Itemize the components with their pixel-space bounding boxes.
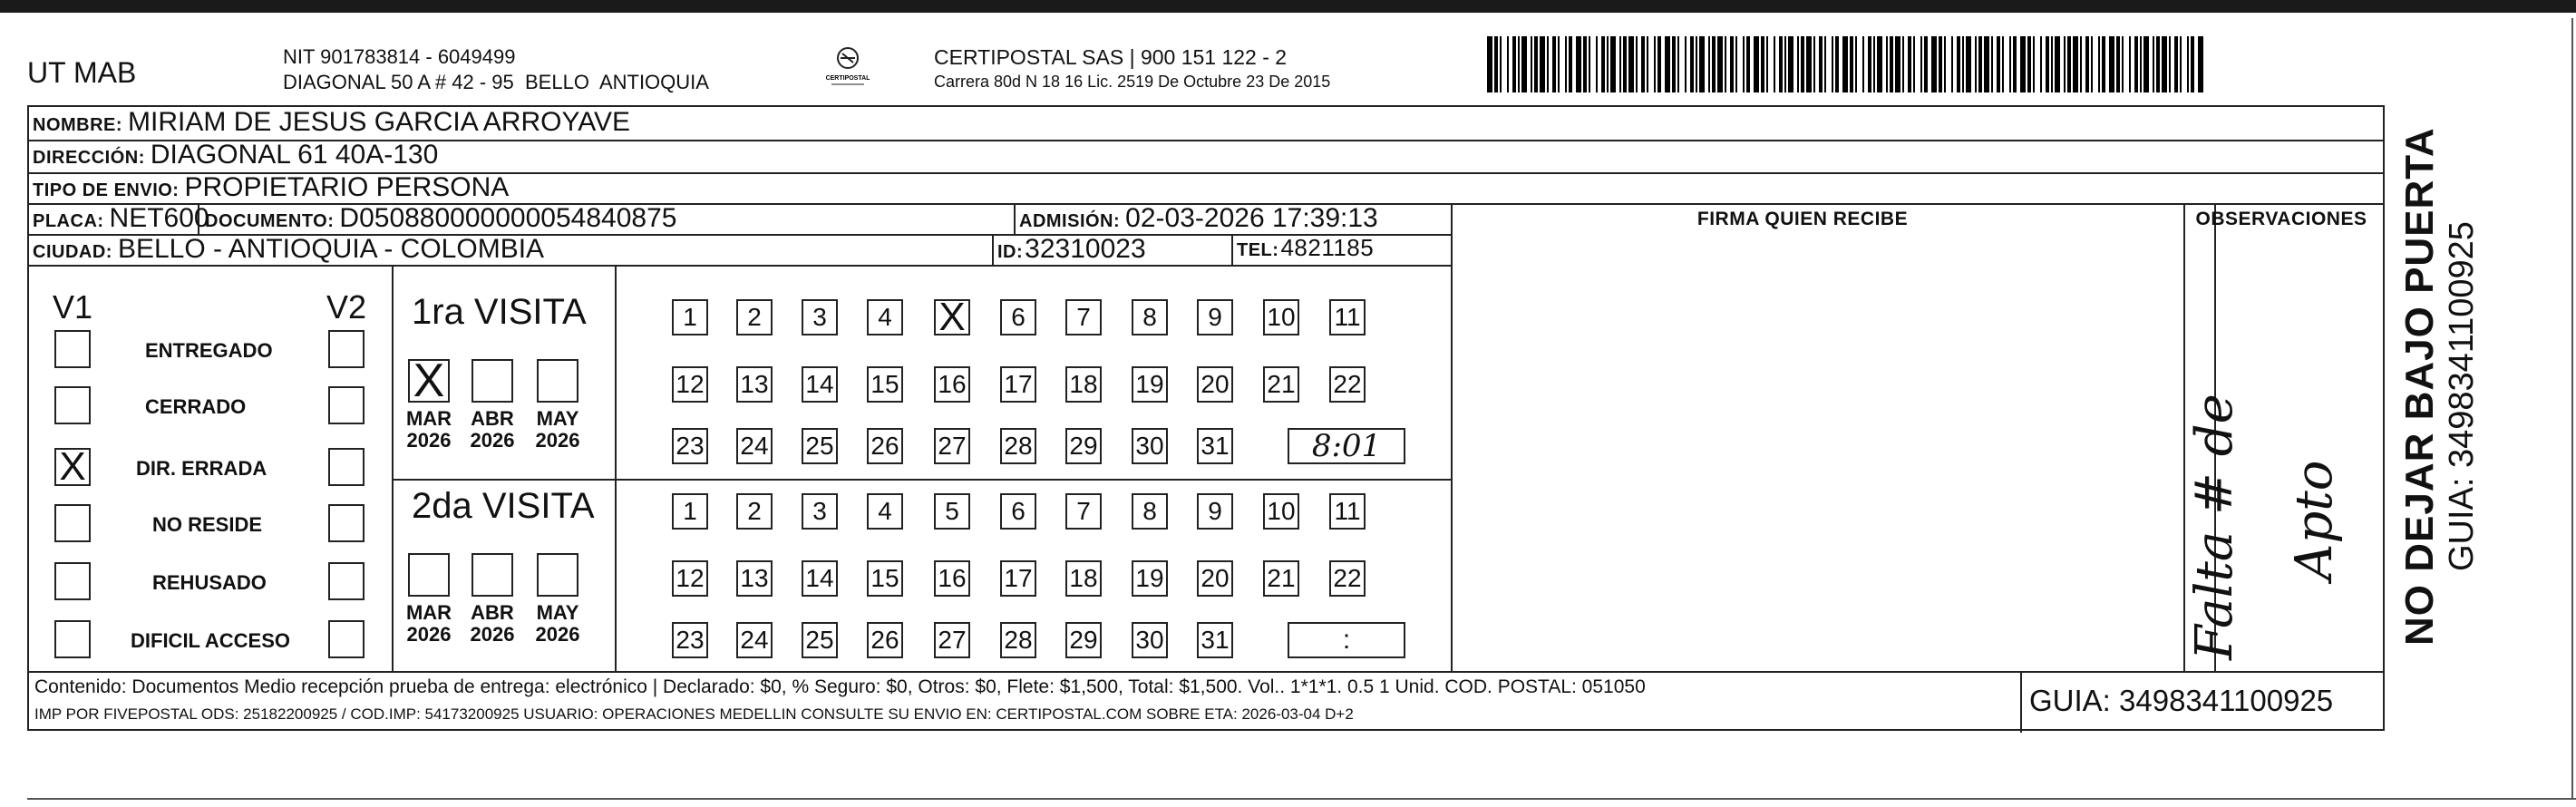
status-label: DIFICIL ACCESO bbox=[131, 629, 291, 652]
day-number: 22 bbox=[1333, 370, 1362, 398]
day-box[interactable] bbox=[1197, 428, 1233, 464]
day-box[interactable] bbox=[1329, 493, 1366, 530]
status-v2-checkbox[interactable] bbox=[328, 448, 365, 486]
v2-label: V2 bbox=[326, 288, 367, 326]
day-box[interactable] bbox=[867, 622, 903, 658]
firma-area[interactable] bbox=[1451, 234, 2154, 667]
day-box[interactable] bbox=[934, 493, 970, 530]
visit-time-box[interactable] bbox=[1288, 622, 1405, 658]
status-v1-checkbox[interactable] bbox=[54, 620, 91, 658]
nombre-row bbox=[33, 107, 630, 138]
day-box[interactable] bbox=[1000, 366, 1036, 403]
day-number: 21 bbox=[1267, 370, 1296, 398]
status-v2-checkbox[interactable] bbox=[328, 504, 365, 542]
day-number: 3 bbox=[812, 497, 827, 525]
status-v1-checkbox[interactable] bbox=[54, 386, 91, 424]
day-number: 13 bbox=[740, 370, 769, 398]
month-label: MAY bbox=[536, 601, 579, 624]
day-number: 29 bbox=[1069, 432, 1098, 460]
day-box[interactable] bbox=[802, 493, 838, 530]
day-number: 24 bbox=[740, 626, 769, 654]
day-box[interactable] bbox=[802, 428, 838, 464]
day-number: 15 bbox=[870, 564, 899, 592]
day-box[interactable] bbox=[867, 299, 903, 335]
day-number: 22 bbox=[1333, 564, 1362, 592]
day-box[interactable] bbox=[802, 622, 838, 658]
month-year: 2026 bbox=[406, 623, 452, 646]
day-number: 8 bbox=[1142, 303, 1157, 331]
side-guia: GUIA: 3498341100925 bbox=[2443, 221, 2481, 571]
status-v1-checkbox[interactable] bbox=[54, 330, 91, 368]
day-number: 11 bbox=[1334, 303, 1361, 331]
month-checkbox[interactable] bbox=[537, 359, 578, 403]
day-number: 30 bbox=[1135, 432, 1164, 460]
day-number: 30 bbox=[1135, 626, 1164, 654]
day-number: X bbox=[938, 295, 966, 339]
day-box[interactable] bbox=[1263, 366, 1299, 403]
side-warning: NO DEJAR BAJO PUERTA bbox=[2397, 127, 2442, 646]
visit-title: 1ra VISITA bbox=[412, 292, 587, 332]
firma-header: FIRMA QUIEN RECIBE bbox=[1696, 209, 1909, 229]
day-number: 12 bbox=[676, 564, 705, 592]
day-box[interactable] bbox=[934, 428, 970, 464]
day-number: 17 bbox=[1004, 564, 1033, 592]
day-box[interactable] bbox=[1000, 493, 1036, 530]
day-box[interactable] bbox=[1329, 366, 1366, 403]
day-box[interactable] bbox=[934, 366, 970, 403]
day-box[interactable] bbox=[802, 299, 838, 335]
day-number: 23 bbox=[676, 432, 705, 460]
day-number: 10 bbox=[1267, 303, 1296, 331]
tel-label: TEL: bbox=[1237, 240, 1279, 260]
admision-value: 02-03-2026 17:39:13 bbox=[1125, 203, 1378, 233]
day-number: 16 bbox=[938, 370, 967, 398]
day-number: 1 bbox=[683, 303, 697, 331]
day-box[interactable] bbox=[867, 428, 903, 464]
bottom-edge-line bbox=[27, 798, 2576, 800]
documento-value: D050880000000054840875 bbox=[339, 203, 677, 233]
day-box[interactable] bbox=[1132, 622, 1168, 658]
admision-label: ADMISIÓN: bbox=[1019, 211, 1121, 231]
day-number: 4 bbox=[878, 303, 892, 331]
day-box[interactable] bbox=[1000, 560, 1036, 597]
day-box[interactable] bbox=[1197, 493, 1233, 530]
tel-value: 4821185 bbox=[1280, 234, 1375, 261]
direccion-label: DIRECCIÓN: bbox=[33, 148, 145, 168]
day-box[interactable] bbox=[934, 622, 970, 658]
day-number: 19 bbox=[1135, 564, 1164, 592]
day-box[interactable] bbox=[1329, 299, 1366, 335]
id-cell bbox=[997, 234, 1146, 265]
day-box[interactable] bbox=[1065, 622, 1102, 658]
day-number: 25 bbox=[805, 626, 834, 654]
day-box[interactable] bbox=[1132, 428, 1168, 464]
status-v1-checkbox[interactable] bbox=[54, 562, 91, 600]
month-label: MAY bbox=[536, 407, 579, 430]
day-number: 11 bbox=[1334, 497, 1361, 525]
day-number: 31 bbox=[1201, 626, 1230, 654]
day-box[interactable] bbox=[1000, 622, 1036, 658]
day-box[interactable] bbox=[934, 560, 970, 597]
ciudad-label: CIUDAD: bbox=[33, 242, 112, 262]
nombre-label: NOMBRE: bbox=[33, 115, 123, 135]
status-label: REHUSADO bbox=[152, 571, 267, 594]
status-v2-checkbox[interactable] bbox=[328, 562, 365, 600]
day-number: 6 bbox=[1011, 497, 1026, 525]
check-mark: X bbox=[413, 355, 445, 407]
day-box[interactable] bbox=[1065, 493, 1102, 530]
day-box[interactable] bbox=[1197, 560, 1233, 597]
day-box[interactable] bbox=[867, 366, 903, 403]
visit-time: : bbox=[1342, 625, 1351, 655]
tipo-envio-value: PROPIETARIO PERSONA bbox=[184, 172, 510, 202]
admision-cell bbox=[1019, 203, 1378, 234]
status-label: NO RESIDE bbox=[152, 513, 263, 536]
day-box[interactable] bbox=[1197, 622, 1233, 658]
day-box[interactable] bbox=[1132, 560, 1168, 597]
day-box[interactable] bbox=[1263, 299, 1299, 335]
placa-value: NET600 bbox=[109, 203, 209, 233]
month-checkbox[interactable] bbox=[408, 553, 450, 597]
day-box[interactable] bbox=[1065, 366, 1102, 403]
day-number: 9 bbox=[1208, 303, 1222, 331]
month-label: ABR bbox=[471, 601, 514, 624]
day-number: 13 bbox=[740, 564, 769, 592]
direccion-value: DIAGONAL 61 40A-130 bbox=[150, 140, 439, 170]
ciudad-cell bbox=[33, 234, 544, 265]
sender-address: DIAGONAL 50 A # 42 - 95 BELLO ANTIOQUIA bbox=[283, 71, 709, 93]
placa-label: PLACA: bbox=[33, 211, 104, 231]
day-box[interactable] bbox=[736, 428, 773, 464]
day-number: 2 bbox=[747, 303, 762, 331]
day-number: 5 bbox=[945, 497, 959, 525]
right-edge-line bbox=[2571, 18, 2573, 798]
day-box[interactable] bbox=[672, 366, 708, 403]
day-box[interactable] bbox=[1329, 560, 1366, 597]
month-year: 2026 bbox=[470, 623, 515, 646]
day-box[interactable] bbox=[802, 560, 838, 597]
day-number: 14 bbox=[805, 564, 834, 592]
month-label: MAR bbox=[405, 601, 452, 624]
month-year: 2026 bbox=[406, 429, 452, 452]
day-box[interactable] bbox=[672, 493, 708, 530]
day-box[interactable] bbox=[1132, 366, 1168, 403]
day-number: 4 bbox=[878, 497, 892, 525]
footer-contents: Contenido: Documentos Medio recepción prueba de entrega: electrónico | Declarado: $0, % Seguro: $0, Otros: $0, Flete: $1,500, Total: $1,500. Vol.. 1*1*1. 0.5 1 Unid. COD. POSTAL: 051050 bbox=[34, 676, 1646, 697]
day-number: 18 bbox=[1069, 370, 1098, 398]
month-year: 2026 bbox=[535, 429, 580, 452]
placa-cell bbox=[33, 203, 209, 234]
day-box[interactable] bbox=[1132, 493, 1168, 530]
day-number: 1 bbox=[683, 497, 697, 525]
day-box[interactable] bbox=[1000, 428, 1036, 464]
day-number: 2 bbox=[747, 497, 762, 525]
month-checkbox[interactable] bbox=[537, 553, 578, 597]
day-number: 28 bbox=[1004, 626, 1033, 654]
v1-label: V1 bbox=[53, 288, 93, 326]
barcode bbox=[1487, 36, 2203, 92]
svg-text:CERTIPOSTAL: CERTIPOSTAL bbox=[825, 75, 870, 82]
day-box[interactable] bbox=[1065, 560, 1102, 597]
day-number: 18 bbox=[1069, 564, 1098, 592]
company-line: CERTIPOSTAL SAS | 900 151 122 - 2 bbox=[934, 45, 1288, 69]
month-checkbox[interactable] bbox=[408, 355, 450, 407]
day-number: 6 bbox=[1011, 303, 1026, 331]
status-label: CERRADO bbox=[145, 395, 247, 418]
ut-label: UT MAB bbox=[27, 56, 137, 89]
month-year: 2026 bbox=[470, 429, 515, 452]
observation-handwriting-2: Apto bbox=[2285, 460, 2344, 580]
day-number: 8 bbox=[1142, 497, 1157, 525]
documento-label: DOCUMENTO: bbox=[205, 211, 335, 231]
visit-time-box[interactable] bbox=[1288, 428, 1405, 464]
day-box[interactable] bbox=[867, 560, 903, 597]
day-number: 23 bbox=[676, 626, 705, 654]
observation-handwriting-1: Falta # de bbox=[2185, 394, 2244, 660]
month-label: ABR bbox=[471, 407, 514, 430]
day-number: 16 bbox=[938, 564, 967, 592]
footer-print-info: IMP POR FIVEPOSTAL ODS: 25182200925 / COD.IMP: 54173200925 USUARIO: OPERACIONES MEDELLIN CONSULTE SU ENVIO EN: CERTIPOSTAL.COM SOBRE ETA: 2026-03-04 D+2 bbox=[34, 705, 1354, 723]
day-number: 17 bbox=[1004, 370, 1033, 398]
day-box[interactable] bbox=[867, 493, 903, 530]
visit-title: 2da VISITA bbox=[412, 486, 595, 526]
footer-guia: GUIA: 3498341100925 bbox=[2029, 684, 2334, 717]
day-box[interactable] bbox=[672, 428, 708, 464]
day-number: 20 bbox=[1201, 370, 1230, 398]
ciudad-value: BELLO - ANTIOQUIA - COLOMBIA bbox=[117, 234, 545, 264]
day-number: 27 bbox=[938, 626, 967, 654]
certipostal-logo bbox=[821, 42, 875, 96]
status-v2-checkbox[interactable] bbox=[328, 330, 365, 368]
day-box[interactable] bbox=[736, 493, 773, 530]
day-number: 24 bbox=[740, 432, 769, 460]
month-label: MAR bbox=[405, 407, 452, 430]
status-v1-checkbox[interactable] bbox=[54, 444, 91, 489]
day-number: 26 bbox=[870, 432, 899, 460]
day-number: 7 bbox=[1076, 497, 1091, 525]
day-box[interactable] bbox=[672, 622, 708, 658]
day-box[interactable] bbox=[1263, 493, 1299, 530]
tipo-envio-row bbox=[33, 172, 509, 203]
day-box[interactable] bbox=[672, 299, 708, 335]
day-number: 26 bbox=[870, 626, 899, 654]
day-number: 3 bbox=[812, 303, 827, 331]
month-year: 2026 bbox=[535, 623, 580, 646]
day-number: 10 bbox=[1267, 497, 1296, 525]
day-number: 9 bbox=[1208, 497, 1222, 525]
day-box[interactable] bbox=[736, 622, 773, 658]
day-number: 7 bbox=[1076, 303, 1091, 331]
month-checkbox[interactable] bbox=[471, 553, 513, 597]
nit-line: NIT 901783814 - 6049499 bbox=[283, 45, 516, 68]
tipo-envio-label: TIPO DE ENVIO: bbox=[33, 180, 180, 200]
day-number: 21 bbox=[1267, 564, 1296, 592]
day-number: 25 bbox=[805, 432, 834, 460]
status-label: ENTREGADO bbox=[145, 339, 273, 362]
day-number: 12 bbox=[676, 370, 705, 398]
status-v1-checkbox[interactable] bbox=[54, 504, 91, 542]
day-box[interactable] bbox=[1132, 299, 1168, 335]
day-box[interactable] bbox=[736, 299, 773, 335]
day-number: 27 bbox=[938, 432, 967, 460]
day-number: 31 bbox=[1201, 432, 1230, 460]
id-label: ID: bbox=[997, 242, 1024, 262]
tel-cell bbox=[1237, 234, 1374, 262]
day-box[interactable] bbox=[736, 560, 773, 597]
status-label: DIR. ERRADA bbox=[136, 457, 267, 480]
nombre-value: MIRIAM DE JESUS GARCIA ARROYAVE bbox=[128, 107, 631, 137]
day-number: 28 bbox=[1004, 432, 1033, 460]
top-edge-bar bbox=[0, 0, 2576, 13]
day-box[interactable] bbox=[934, 295, 970, 339]
day-box[interactable] bbox=[1197, 366, 1233, 403]
status-v2-checkbox[interactable] bbox=[328, 386, 365, 424]
day-box[interactable] bbox=[802, 366, 838, 403]
direccion-row bbox=[33, 140, 438, 170]
day-number: 19 bbox=[1135, 370, 1164, 398]
id-value: 32310023 bbox=[1025, 234, 1146, 264]
observaciones-header: OBSERVACIONES bbox=[2195, 209, 2367, 229]
day-box[interactable] bbox=[1065, 299, 1102, 335]
day-number: 14 bbox=[805, 370, 834, 398]
day-box[interactable] bbox=[1065, 428, 1102, 464]
month-checkbox[interactable] bbox=[471, 359, 513, 403]
day-number: 20 bbox=[1201, 564, 1230, 592]
day-number: 15 bbox=[870, 370, 899, 398]
day-box[interactable] bbox=[736, 366, 773, 403]
visit-time: 8:01 bbox=[1311, 428, 1382, 464]
day-number: 29 bbox=[1069, 626, 1098, 654]
day-box[interactable] bbox=[1263, 560, 1299, 597]
license-line: Carrera 80d N 18 16 Lic. 2519 De Octubre 23 De 2015 bbox=[934, 73, 1331, 91]
documento-cell bbox=[205, 203, 676, 234]
status-v2-checkbox[interactable] bbox=[328, 620, 365, 658]
check-mark: X bbox=[59, 444, 86, 489]
day-box[interactable] bbox=[1000, 299, 1036, 335]
day-box[interactable] bbox=[1197, 299, 1233, 335]
day-box[interactable] bbox=[672, 560, 708, 597]
